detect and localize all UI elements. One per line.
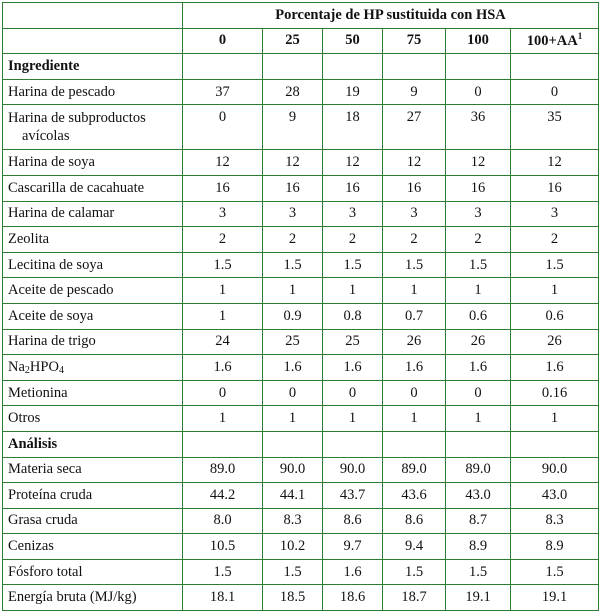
table-row bbox=[3, 508, 599, 534]
cell-value: 2 bbox=[183, 227, 263, 253]
cell-value: 25 bbox=[263, 329, 323, 355]
row-label-formula bbox=[3, 355, 183, 381]
section-label-analysis: Análisis bbox=[3, 431, 183, 457]
cell-value: 1 bbox=[323, 278, 383, 304]
table-row bbox=[3, 150, 599, 176]
cell-value: 36 bbox=[446, 105, 511, 150]
cell-value: 89.0 bbox=[183, 457, 263, 483]
cell-value: 16 bbox=[511, 175, 599, 201]
cell-value: 1.5 bbox=[323, 252, 383, 278]
cell-value: 12 bbox=[446, 150, 511, 176]
table-row bbox=[3, 252, 599, 278]
cell-value: 18.1 bbox=[183, 585, 263, 611]
row-label: Cascarilla de cacahuate bbox=[3, 175, 183, 201]
column-header-75: 75 bbox=[383, 28, 446, 54]
cell-value: 0.9 bbox=[263, 303, 323, 329]
cell-value: 90.0 bbox=[323, 457, 383, 483]
cell-value: 0.6 bbox=[446, 303, 511, 329]
cell-value: 1 bbox=[446, 278, 511, 304]
footnote-marker: 1 bbox=[577, 31, 583, 42]
cell-value: 0 bbox=[183, 380, 263, 406]
cell-value: 12 bbox=[183, 150, 263, 176]
row-label: Aceite de soya bbox=[3, 303, 183, 329]
cell-value: 0 bbox=[183, 105, 263, 150]
cell-value: 1.5 bbox=[183, 252, 263, 278]
cell-value: 18.7 bbox=[383, 585, 446, 611]
section-label-ingredients: Ingrediente bbox=[3, 54, 183, 80]
table-row bbox=[3, 278, 599, 304]
table-row bbox=[3, 329, 599, 355]
cell-value: 1.5 bbox=[446, 559, 511, 585]
row-label: Zeolita bbox=[3, 227, 183, 253]
cell-value: 0 bbox=[511, 79, 599, 105]
cell-value: 43.7 bbox=[323, 483, 383, 509]
cell-value: 1.6 bbox=[323, 355, 383, 381]
cell-value: 0 bbox=[263, 380, 323, 406]
cell-value: 28 bbox=[263, 79, 323, 105]
cell-value: 8.0 bbox=[183, 508, 263, 534]
cell-value: 16 bbox=[263, 175, 323, 201]
table-row bbox=[3, 355, 599, 381]
cell-value: 12 bbox=[263, 150, 323, 176]
cell-value: 1 bbox=[183, 278, 263, 304]
cell-value: 3 bbox=[446, 201, 511, 227]
row-label: Aceite de pescado bbox=[3, 278, 183, 304]
cell-value: 43.6 bbox=[383, 483, 446, 509]
cell-value: 2 bbox=[446, 227, 511, 253]
cell-value: 1.5 bbox=[511, 252, 599, 278]
cell-value: 0.8 bbox=[323, 303, 383, 329]
table-title: Porcentaje de HP sustituida con HSA bbox=[183, 3, 599, 29]
cell-value: 1.6 bbox=[383, 355, 446, 381]
cell-value: 8.9 bbox=[446, 534, 511, 560]
row-label: Harina de trigo bbox=[3, 329, 183, 355]
cell-value: 1.5 bbox=[446, 252, 511, 278]
cell-value: 0 bbox=[446, 79, 511, 105]
cell-value: 18.6 bbox=[323, 585, 383, 611]
cell-value: 1.6 bbox=[446, 355, 511, 381]
cell-value: 1 bbox=[183, 303, 263, 329]
cell-value: 1 bbox=[183, 406, 263, 432]
row-label: Fósforo total bbox=[3, 559, 183, 585]
cell-value: 19.1 bbox=[446, 585, 511, 611]
section-row-analysis bbox=[3, 431, 599, 457]
formula-subscript: 2 bbox=[24, 364, 30, 376]
cell-value: 35 bbox=[511, 105, 599, 150]
cell-value: 1.5 bbox=[383, 559, 446, 585]
cell-value: 3 bbox=[383, 201, 446, 227]
section-row-ingredients bbox=[3, 54, 599, 80]
cell-value: 16 bbox=[183, 175, 263, 201]
cell-value: 0.6 bbox=[511, 303, 599, 329]
title-row bbox=[3, 3, 599, 29]
cell-value: 10.5 bbox=[183, 534, 263, 560]
cell-value: 2 bbox=[383, 227, 446, 253]
cell-value: 12 bbox=[511, 150, 599, 176]
cell-value: 27 bbox=[383, 105, 446, 150]
table-row bbox=[3, 483, 599, 509]
cell-value: 1 bbox=[383, 406, 446, 432]
cell-value: 8.7 bbox=[446, 508, 511, 534]
row-label: Harina de pescado bbox=[3, 79, 183, 105]
cell-value: 1.5 bbox=[511, 559, 599, 585]
diet-composition-table bbox=[2, 2, 599, 611]
cell-value: 16 bbox=[323, 175, 383, 201]
cell-value: 12 bbox=[383, 150, 446, 176]
cell-value: 0 bbox=[323, 380, 383, 406]
row-label-line2: avícolas bbox=[22, 128, 70, 145]
cell-value: 44.2 bbox=[183, 483, 263, 509]
row-label: Grasa cruda bbox=[3, 508, 183, 534]
table-row bbox=[3, 457, 599, 483]
table-row bbox=[3, 175, 599, 201]
cell-value: 2 bbox=[263, 227, 323, 253]
cell-value: 8.3 bbox=[511, 508, 599, 534]
column-header-100-aa bbox=[511, 28, 599, 54]
cell-value: 1 bbox=[446, 406, 511, 432]
cell-value: 0.16 bbox=[511, 380, 599, 406]
cell-value: 26 bbox=[446, 329, 511, 355]
column-header-row bbox=[3, 28, 599, 54]
table-row bbox=[3, 380, 599, 406]
cell-value: 89.0 bbox=[446, 457, 511, 483]
cell-value: 1 bbox=[383, 278, 446, 304]
table-row bbox=[3, 303, 599, 329]
row-label: Lecitina de soya bbox=[3, 252, 183, 278]
cell-value: 1.5 bbox=[263, 559, 323, 585]
cell-value: 10.2 bbox=[263, 534, 323, 560]
row-label bbox=[3, 105, 183, 150]
cell-value: 1.5 bbox=[183, 559, 263, 585]
table-row bbox=[3, 585, 599, 611]
table-row bbox=[3, 79, 599, 105]
cell-value: 1 bbox=[511, 406, 599, 432]
formula-subscript: 4 bbox=[58, 364, 64, 376]
cell-value: 0 bbox=[383, 380, 446, 406]
cell-value: 8.6 bbox=[383, 508, 446, 534]
cell-value: 26 bbox=[511, 329, 599, 355]
cell-value: 37 bbox=[183, 79, 263, 105]
column-header-100: 100 bbox=[446, 28, 511, 54]
cell-value: 1 bbox=[263, 278, 323, 304]
row-label: Harina de calamar bbox=[3, 201, 183, 227]
cell-value: 9 bbox=[263, 105, 323, 150]
table-row bbox=[3, 534, 599, 560]
row-label-line1: Harina de subproductos bbox=[8, 110, 146, 127]
cell-value: 18.5 bbox=[263, 585, 323, 611]
cell-value: 8.9 bbox=[511, 534, 599, 560]
row-label: Otros bbox=[3, 406, 183, 432]
cell-value: 90.0 bbox=[511, 457, 599, 483]
cell-value: 2 bbox=[511, 227, 599, 253]
column-header-50: 50 bbox=[323, 28, 383, 54]
cell-value: 25 bbox=[323, 329, 383, 355]
cell-value: 43.0 bbox=[446, 483, 511, 509]
cell-value: 90.0 bbox=[263, 457, 323, 483]
table-row bbox=[3, 227, 599, 253]
cell-value: 9.4 bbox=[383, 534, 446, 560]
cell-value: 0 bbox=[446, 380, 511, 406]
cell-value: 3 bbox=[511, 201, 599, 227]
row-label: Energía bruta (MJ/kg) bbox=[3, 585, 183, 611]
column-header-0: 0 bbox=[183, 28, 263, 54]
cell-value: 43.0 bbox=[511, 483, 599, 509]
cell-value: 16 bbox=[383, 175, 446, 201]
cell-value: 89.0 bbox=[383, 457, 446, 483]
cell-value: 18 bbox=[323, 105, 383, 150]
cell-value: 9 bbox=[383, 79, 446, 105]
cell-value: 26 bbox=[383, 329, 446, 355]
row-label: Materia seca bbox=[3, 457, 183, 483]
row-label: Proteína cruda bbox=[3, 483, 183, 509]
cell-value: 1.6 bbox=[323, 559, 383, 585]
cell-value: 16 bbox=[446, 175, 511, 201]
row-label: Metionina bbox=[3, 380, 183, 406]
cell-value: 3 bbox=[263, 201, 323, 227]
table-row bbox=[3, 406, 599, 432]
cell-value: 3 bbox=[323, 201, 383, 227]
table-row bbox=[3, 559, 599, 585]
table-row bbox=[3, 201, 599, 227]
cell-value: 44.1 bbox=[263, 483, 323, 509]
cell-value: 1.6 bbox=[511, 355, 599, 381]
header-corner-cell bbox=[3, 3, 183, 29]
row-label: Cenizas bbox=[3, 534, 183, 560]
cell-value: 1 bbox=[511, 278, 599, 304]
cell-value: 24 bbox=[183, 329, 263, 355]
column-header-25: 25 bbox=[263, 28, 323, 54]
cell-value: 2 bbox=[323, 227, 383, 253]
cell-value: 1.6 bbox=[183, 355, 263, 381]
cell-value: 19.1 bbox=[511, 585, 599, 611]
formula-part: Na bbox=[8, 358, 25, 375]
cell-value: 1.5 bbox=[263, 252, 323, 278]
cell-value: 1 bbox=[323, 406, 383, 432]
formula-part: HPO bbox=[29, 358, 59, 375]
column-header-100-aa-label: 100+AA bbox=[526, 33, 578, 50]
cell-value: 3 bbox=[183, 201, 263, 227]
cell-value: 8.3 bbox=[263, 508, 323, 534]
header-blank-cell bbox=[3, 28, 183, 54]
cell-value: 0.7 bbox=[383, 303, 446, 329]
row-label: Harina de soya bbox=[3, 150, 183, 176]
cell-value: 8.6 bbox=[323, 508, 383, 534]
table-row bbox=[3, 105, 599, 150]
cell-value: 1.5 bbox=[383, 252, 446, 278]
cell-value: 12 bbox=[323, 150, 383, 176]
cell-value: 1.6 bbox=[263, 355, 323, 381]
cell-value: 1 bbox=[263, 406, 323, 432]
cell-value: 19 bbox=[323, 79, 383, 105]
cell-value: 9.7 bbox=[323, 534, 383, 560]
